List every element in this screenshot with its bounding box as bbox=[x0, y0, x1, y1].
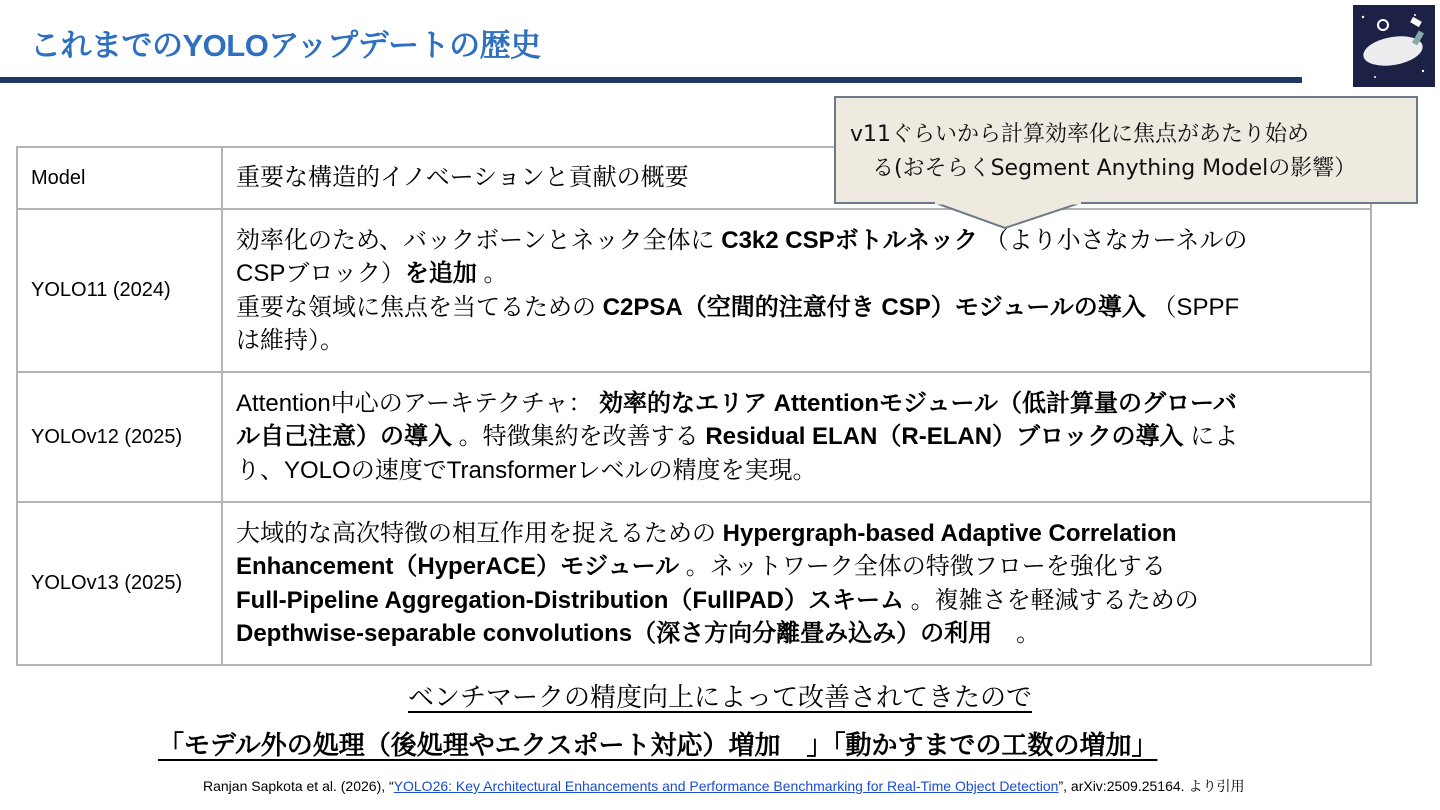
desc-line bbox=[236, 617, 1348, 651]
desc-bold-text: Hypergraph-based Adaptive Correlation bbox=[722, 519, 1177, 547]
desc-text: 。複雑さを軽減するための bbox=[903, 586, 1199, 614]
callout-line-2: る(おそらくSegment Anything Modelの影響） bbox=[872, 156, 1357, 181]
speech-bubble-tail bbox=[933, 202, 1083, 230]
page-title: これまでのYOLOアップデートの歴史 bbox=[30, 28, 541, 63]
citation-suffix: ”, arXiv:2509.25164. より引用 bbox=[1058, 778, 1245, 794]
desc-text: 。ネットワーク全体の特徴フローを強化する bbox=[679, 553, 1166, 580]
desc-line bbox=[236, 550, 1348, 584]
table-row bbox=[17, 209, 1371, 372]
callout-line-1: v11ぐらいから計算効率化に焦点があたり始め bbox=[850, 122, 1310, 147]
model-name-cell: YOLOv13 (2025) bbox=[17, 502, 222, 665]
desc-line bbox=[236, 584, 1348, 618]
table-row bbox=[17, 502, 1371, 665]
desc-line bbox=[236, 517, 1348, 551]
desc-text: 。 bbox=[992, 620, 1041, 647]
challenge-logo bbox=[1353, 5, 1435, 87]
desc-text: 重要な領域に焦点を当てるための bbox=[236, 293, 603, 321]
model-name-cell: YOLOv12 (2025) bbox=[17, 372, 222, 502]
yolo-history-table bbox=[16, 146, 1372, 666]
conclusion-line-2 bbox=[158, 725, 1157, 762]
logo-graphic bbox=[1353, 5, 1435, 87]
header-model-cell: Model bbox=[17, 147, 222, 209]
desc-line bbox=[236, 324, 1348, 358]
desc-text: 。 bbox=[476, 260, 508, 287]
desc-line bbox=[236, 224, 1348, 258]
desc-bold-text: Enhancement（HyperACE）モジュール bbox=[236, 553, 680, 580]
desc-bold-text: C3k2 CSPボトルネック bbox=[721, 226, 978, 254]
conclusion-text-1: ベンチマークの精度向上によって改善されてきたので bbox=[407, 682, 1032, 712]
desc-text: Attention中心のアーキテクチャ： bbox=[236, 389, 600, 417]
desc-text: （より小さなカーネルの bbox=[977, 226, 1248, 254]
desc-bold-text: 効率的なエリア Attentionモジュール（低計算量のグローバ bbox=[599, 389, 1237, 417]
desc-line bbox=[236, 257, 1348, 291]
desc-bold-text: Depthwise-separable convolutions（深さ方向分離畳み込み）の利用 bbox=[236, 620, 993, 647]
row-desc-cell bbox=[222, 372, 1371, 502]
desc-bold-text: Full-Pipeline Aggregation-Distribution（FullPAD）スキーム bbox=[236, 586, 904, 614]
desc-text: は維持）。 bbox=[236, 327, 344, 354]
title-underline bbox=[0, 77, 1302, 83]
desc-line bbox=[236, 420, 1348, 454]
citation bbox=[203, 776, 1244, 796]
citation-prefix: Ranjan Sapkota et al. (2026), “ bbox=[203, 778, 394, 794]
desc-text: CSPブロック） bbox=[236, 260, 405, 287]
desc-text: （SPPF bbox=[1145, 293, 1240, 321]
desc-text: 。特徴集約を改善する bbox=[452, 423, 706, 451]
desc-text: り、YOLOの速度でTransformerレベルの精度を実現。 bbox=[236, 456, 817, 484]
conclusion-text-2: 「モデル外の処理（後処理やエクスポート対応）増加 」「動かすまでの工数の増加」 bbox=[158, 730, 1158, 760]
desc-line bbox=[236, 291, 1348, 325]
row-desc-cell bbox=[222, 209, 1371, 372]
desc-text: 大域的な高次特徴の相互作用を捉えるための bbox=[236, 519, 723, 547]
row-desc-cell bbox=[222, 502, 1371, 665]
desc-line bbox=[236, 454, 1348, 488]
model-name-cell: YOLO11 (2024) bbox=[17, 209, 222, 372]
header-desc-cell: 重要な構造的イノベーションと貢献の概要 bbox=[222, 147, 1371, 209]
speech-bubble-note bbox=[834, 96, 1418, 204]
table-row bbox=[17, 372, 1371, 502]
citation-link[interactable]: YOLO26: Key Architectural Enhancements and Performance Benchmarking for Real-Time Object Detection bbox=[393, 778, 1059, 794]
desc-bold-text: Residual ELAN（R-ELAN）ブロックの導入 bbox=[705, 423, 1184, 451]
desc-line bbox=[236, 387, 1348, 421]
desc-bold-text: ル自己注意）の導入 bbox=[236, 423, 452, 451]
desc-bold-text: C2PSA（空間的注意付き CSP）モジュールの導入 bbox=[602, 293, 1146, 321]
desc-text: によ bbox=[1183, 423, 1239, 451]
conclusion-line-1 bbox=[0, 677, 1440, 714]
desc-text: 効率化のため、バックボーンとネック全体に bbox=[236, 226, 722, 254]
desc-bold-text: を追加 bbox=[404, 260, 477, 287]
